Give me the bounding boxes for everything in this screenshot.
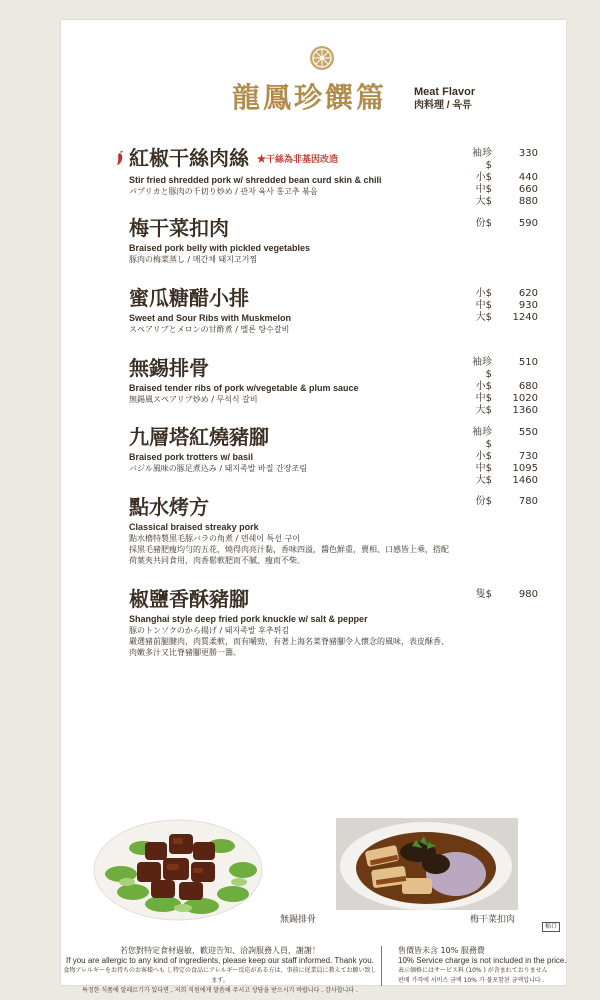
- photo-caption-left: 無錫排骨: [280, 915, 317, 925]
- service-charge-ko: 판매 가격에 서비스 금액 10% 가 불포함된 금액입니다 .: [398, 977, 545, 984]
- price-list: [468, 357, 538, 417]
- section-title-en-line1: Meat Flavor: [414, 86, 476, 98]
- price-row: [468, 218, 538, 230]
- price-label: 份$: [475, 496, 492, 507]
- item-name: 梅干菜扣肉: [129, 216, 229, 240]
- price-list: [468, 218, 538, 230]
- price-value: 510: [518, 357, 538, 368]
- price-value: 1360: [512, 405, 538, 416]
- price-value: 730: [518, 451, 538, 462]
- service-charge-notice: [398, 946, 598, 986]
- item-name: 無錫排骨: [129, 356, 209, 380]
- price-list: [468, 496, 538, 508]
- price-label: 大$: [475, 312, 492, 323]
- item-description: 嚴選豬前腿腱肉，肉質柔軟，而有嚼勁，有著上海名菜脊豬腳令人懷念的風味，表皮酥香、肉嫩多汁又比脊豬腳更勝一籌。: [129, 637, 449, 657]
- price-value: 1240: [512, 312, 538, 323]
- price-value: 780: [518, 496, 538, 507]
- section-title: [232, 81, 476, 114]
- dish-photo-wuxi-ribs: [93, 812, 263, 922]
- price-label: 袖珍$: [472, 427, 492, 450]
- price-label: 大$: [475, 405, 492, 416]
- price-label: 小$: [475, 451, 492, 462]
- price-row: [468, 427, 538, 451]
- menu-item: [129, 356, 429, 405]
- price-row: [468, 288, 538, 300]
- item-name: 椒鹽香酥豬腳: [129, 587, 249, 611]
- price-label: 袖珍$: [472, 357, 492, 380]
- price-label: 大$: [475, 196, 492, 207]
- menu-item: [129, 286, 429, 335]
- price-row: [468, 184, 538, 196]
- allergy-notice-zh: 若您對特定食材過敏，歡迎告知、洽詢服務人員，謝謝！: [120, 946, 320, 955]
- wheel-logo-icon: [309, 45, 335, 71]
- price-row: [468, 357, 538, 381]
- menu-item: [129, 495, 449, 566]
- price-label: 小$: [475, 381, 492, 392]
- price-label: 中$: [475, 393, 492, 404]
- price-label: 份$: [475, 218, 492, 229]
- price-label: 中$: [475, 184, 492, 195]
- item-name: 九層塔紅燒豬腳: [129, 425, 269, 449]
- section-title-en-line2: 肉料理 / 육류: [414, 100, 472, 111]
- item-subtitle: 豚肉の梅菜蒸し / 매간채 돼지고기찜: [129, 255, 258, 264]
- menu-item: [129, 587, 449, 658]
- price-row: [468, 496, 538, 508]
- price-row: [468, 300, 538, 312]
- menu-item: [129, 146, 429, 197]
- price-value: 1095: [512, 463, 538, 474]
- item-description: 採黑毛豬肥瘦均勻的五花，燒得肉亮汁黏，香味四溢，醬色鮮重，賣相、口感皆上乘，搭配荷葉夾共同食用，肉香鬆軟肥而不膩、瘦而不柴。: [129, 545, 449, 565]
- item-subtitle: 點水櫓特製黒毛豚バラの角煮 / 덴쉐이 특선 구이: [129, 534, 300, 543]
- item-english-name: Shanghai style deep fried pork knuckle w/ salt & pepper: [129, 614, 368, 624]
- item-english-name: Stir fried shredded pork w/ shredded bean curd skin & chili: [129, 174, 382, 185]
- photo-caption-right: 梅干菜扣肉: [470, 915, 516, 925]
- price-value: 1460: [512, 475, 538, 486]
- price-label: 大$: [475, 475, 492, 486]
- menu-item: [129, 216, 429, 265]
- service-charge-en: 10% Service charge is not included in the price.: [398, 956, 567, 965]
- section-title-zh: 龍鳳珍饌篇: [232, 81, 388, 114]
- item-name: 點水烤方: [129, 495, 209, 519]
- price-label: 中$: [475, 463, 492, 474]
- service-charge-zh: 售價皆未含 10% 服務費: [398, 946, 485, 955]
- price-list: [468, 148, 538, 208]
- price-value: 620: [518, 288, 538, 299]
- price-list: [468, 288, 538, 324]
- section-title-en: [414, 86, 554, 112]
- item-english-name: Classical braised streaky pork: [129, 522, 259, 532]
- item-subtitle: スペアリブとメロンの甘酢煮 / 멜론 탕수갈비: [129, 325, 290, 334]
- item-english-name: Sweet and Sour Ribs with Muskmelon: [129, 313, 292, 323]
- price-label: 袖珍$: [472, 148, 492, 171]
- item-subtitle: バジル風味の豚足煮込み / 돼지족발 바질 간장조림: [129, 464, 307, 473]
- price-row: [468, 148, 538, 172]
- price-row: [468, 475, 538, 487]
- item-subtitle: パプリカと豚肉の千切り炒め / 관자 육사 홍고추 볶음: [129, 186, 318, 196]
- price-value: 930: [518, 300, 538, 311]
- corner-badge: 稲口: [542, 922, 560, 932]
- item-english-name: Braised pork trotters w/ basil: [129, 452, 254, 462]
- price-row: [468, 463, 538, 475]
- dish-photo-pork-belly: [336, 818, 518, 910]
- item-subtitle: 無錫風スペアリブ炒め / 무석식 갈비: [129, 395, 258, 404]
- footer-divider: [381, 946, 382, 986]
- item-subtitle: 豚のトンソクのから揚げ / 돼지족발 후추튀김: [129, 626, 290, 635]
- allergy-notice-en: If you are allergic to any kind of ingredients, please keep our staff informed. Thank you.: [66, 956, 374, 965]
- price-row: [468, 381, 538, 393]
- price-row: [468, 196, 538, 208]
- price-row: [468, 312, 538, 324]
- price-label: 小$: [475, 172, 492, 183]
- item-name: 紅椒干絲肉絲: [129, 146, 249, 170]
- item-english-name: Braised pork belly with pickled vegetables: [129, 243, 311, 253]
- price-row: [468, 393, 538, 405]
- allergy-notice-ja: 食物アレルギーをお持ちのお客様へも し特定の食品にアレルギー反応がある方は、事前に従業員に教えてお願い致します。: [63, 967, 377, 984]
- price-label: 中$: [475, 300, 492, 311]
- chili-pepper-icon: [115, 150, 125, 166]
- price-row: [468, 405, 538, 417]
- allergy-notice: [61, 946, 379, 996]
- menu-item: [129, 425, 429, 474]
- price-value: 590: [518, 218, 538, 229]
- price-value: 440: [518, 172, 538, 183]
- price-row: [468, 451, 538, 463]
- price-value: 330: [518, 148, 538, 159]
- price-label: 隻$: [475, 589, 492, 600]
- price-value: 980: [518, 589, 538, 600]
- price-value: 660: [518, 184, 538, 195]
- price-value: 1020: [512, 393, 538, 404]
- service-charge-ja: 表示価格にはサービス料 (10% ) が含まれておりません: [398, 967, 548, 974]
- price-row: [468, 172, 538, 184]
- allergy-notice-ko: 특정한 식품에 알레르기가 있다면 , 저희 직원에게 말씀해 주시고 상담을 받으시기 바랍니다 . 감사합니다 .: [82, 987, 358, 994]
- price-value: 680: [518, 381, 538, 392]
- item-name: 蜜瓜糖醋小排: [129, 286, 249, 310]
- price-value: 550: [518, 427, 538, 438]
- item-note: ★干絲為非基因改造: [257, 154, 339, 165]
- price-list: [468, 589, 538, 601]
- item-english-name: Braised tender ribs of pork w/vegetable & plum sauce: [129, 383, 359, 393]
- price-row: [468, 589, 538, 601]
- price-label: 小$: [475, 288, 492, 299]
- price-list: [468, 427, 538, 487]
- price-value: 880: [518, 196, 538, 207]
